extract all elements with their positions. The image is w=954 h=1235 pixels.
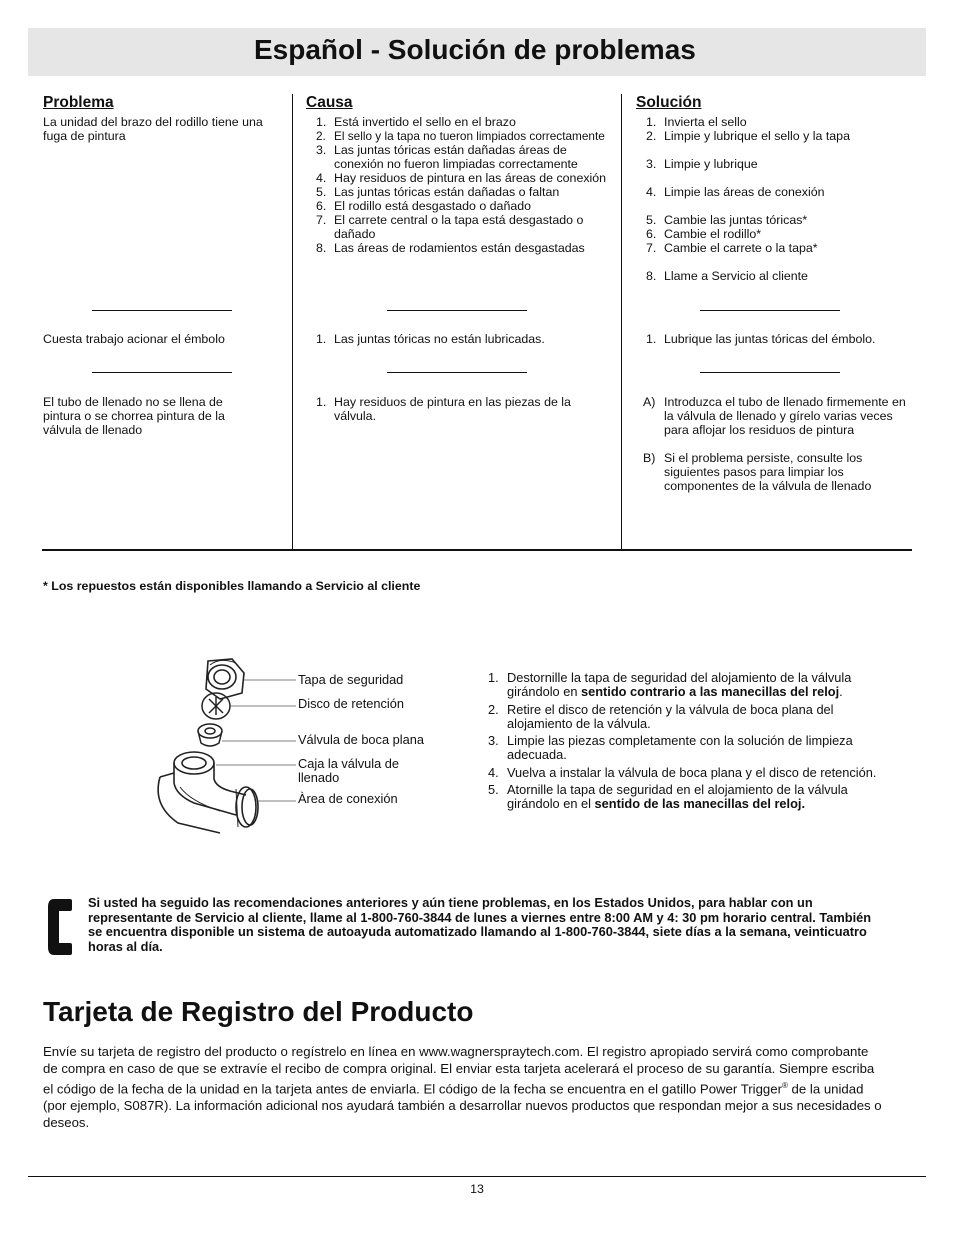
item-number: 1. xyxy=(646,332,657,346)
list-item xyxy=(636,213,921,227)
problem-column xyxy=(43,94,288,115)
registration-body xyxy=(43,1043,883,1131)
item-text: Hay residuos de pintura en las piezas de la válvula. xyxy=(334,395,571,423)
page-title: Español - Solución de problemas xyxy=(254,34,696,65)
solution-list xyxy=(636,395,916,493)
problem-text: Cuesta trabajo acionar el émbolo xyxy=(43,332,225,346)
step-text: Retire el disco de retención y la válvula de boca plana del alojamiento de la válvula. xyxy=(507,701,834,731)
problem-header: Problema xyxy=(43,94,114,111)
step-text: Destornille la tapa de seguridad del alojamiento de la válvula girándolo en xyxy=(507,670,852,699)
step-text: Vuelva a instalar la válvula de boca plana y el disco de retención. xyxy=(507,764,877,780)
step-emphasis: sentido contrario a las manecillas del reloj xyxy=(581,684,840,699)
list-item xyxy=(636,157,921,171)
cause-header: Causa xyxy=(306,94,353,111)
cleaning-steps xyxy=(488,671,888,815)
item-number: A) xyxy=(643,395,656,409)
item-text: Invierta el sello xyxy=(664,115,747,129)
header-bar xyxy=(28,28,926,76)
item-text: Cambie las juntas tóricas* xyxy=(664,213,808,227)
phone-icon xyxy=(46,897,74,957)
footer-rule xyxy=(28,1176,926,1177)
item-text: Las áreas de rodamientos están desgastadas xyxy=(334,241,585,255)
item-number: 1. xyxy=(316,332,327,346)
item-text: Si el problema persiste, consulte los siguientes pasos para limpiar los componentes de la válvula de llenado xyxy=(664,451,872,493)
item-number: 8. xyxy=(646,269,657,283)
item-number: 6. xyxy=(646,227,657,241)
cause-list xyxy=(306,115,616,255)
item-text: Está invertido el sello en el brazo xyxy=(334,115,516,129)
column-divider xyxy=(621,94,622,550)
list-item xyxy=(488,734,888,762)
list-item xyxy=(306,143,616,171)
item-number: 3. xyxy=(316,143,327,157)
retention-disc-label: Disco de retención xyxy=(298,696,404,711)
list-item xyxy=(488,703,888,731)
item-number: 1. xyxy=(316,395,327,409)
item-number: 7. xyxy=(646,241,657,255)
item-text: Las juntas tóricas están dañadas áreas de conexión no fueron limpiadas correctamente xyxy=(334,143,578,171)
parts-footnote: * Los repuestos están disponibles llamando a Servicio al cliente xyxy=(43,579,421,593)
item-number: B) xyxy=(643,451,656,465)
list-item xyxy=(636,395,916,437)
list-item xyxy=(306,171,616,185)
flat-valve-label: Válvula de boca plana xyxy=(298,732,424,747)
step-number: 1. xyxy=(488,670,499,685)
problem-text: El tubo de llenado no se llena de pintura o se chorrea pintura de la válvula de llenado xyxy=(43,395,225,437)
item-text: El rodillo está desgastado o dañado xyxy=(334,199,532,213)
page-number: 13 xyxy=(470,1182,484,1196)
registration-title: Tarjeta de Registro del Producto xyxy=(43,996,474,1027)
item-text: Limpie las áreas de conexión xyxy=(664,185,825,199)
step-number: 5. xyxy=(488,782,499,797)
item-text: Llame a Servicio al cliente xyxy=(664,269,808,283)
list-item xyxy=(636,241,921,255)
connection-area-label: Àrea de conexión xyxy=(298,791,398,806)
list-item xyxy=(306,129,616,143)
step-text: Atornille la tapa de seguridad en el alojamiento de la válvula girándolo en el xyxy=(507,782,848,811)
step-number: 3. xyxy=(488,733,499,748)
list-item xyxy=(488,671,888,699)
list-item xyxy=(488,766,888,780)
item-text: Cambie el rodillo* xyxy=(664,227,762,241)
customer-service-note: Si usted ha seguido las recomendaciones anteriores y aún tiene problemas, en los Estados Unidos, para hablar con un representante de Servicio al cliente, llame al 1-800-760-3844 de lunes a viernes entre 8:00 AM y 4: 30 pm horario central. También se encuentra disponible un sistema de autoayuda automatizado llamando al 1-800-760-3844, siete días a la semana, veinticuatro horas al día. xyxy=(88,895,872,954)
step-text: Limpie las piezas completamente con la solución de limpieza adecuada. xyxy=(507,733,853,762)
step-number: 2. xyxy=(488,701,499,717)
item-number: 6. xyxy=(316,199,327,213)
item-text: Introduzca el tubo de llenado firmemente en la válvula de llenado y gírelo varias veces para aflojar los residuos de pintura xyxy=(664,395,906,437)
registered-mark: ® xyxy=(781,1081,788,1090)
list-item xyxy=(636,129,921,143)
row-separator xyxy=(700,372,840,373)
list-item xyxy=(636,451,916,493)
valve-housing-icon xyxy=(158,752,258,833)
solution-list xyxy=(636,332,921,346)
valve-housing-label: Caja la válvula de llenado xyxy=(298,756,400,785)
row-separator xyxy=(92,310,232,311)
item-text: Limpie y lubrique xyxy=(664,157,758,171)
list-item xyxy=(306,332,616,346)
row-separator xyxy=(387,372,527,373)
solution-header: Solución xyxy=(636,94,702,111)
cause-column xyxy=(306,94,616,115)
item-number: 3. xyxy=(646,157,657,171)
list-item xyxy=(306,115,616,129)
list-item xyxy=(306,241,616,255)
list-item xyxy=(306,395,606,423)
row-separator xyxy=(387,310,527,311)
list-item xyxy=(306,213,616,241)
list-item xyxy=(636,115,921,129)
list-item xyxy=(636,185,921,199)
item-number: 4. xyxy=(646,185,657,199)
registration-text: Envíe su tarjeta de registro del producto o regístrelo en línea en www.wagnerspraytech.com. El registro apropiado servirá como comprobante de compra en caso de que se extravíe el recibo de compra original. El enviar esta tarjeta acelerará el proceso de su garantía. Siempre escriba el código de la fecha de la unidad en la tarjeta antes de enviarla. El código de la fecha se encuentra en el gatillo Power Trigger xyxy=(43,1044,875,1097)
item-number: 2. xyxy=(316,129,326,143)
item-number: 1. xyxy=(316,115,327,129)
item-text: El carrete central o la tapa está desgastado o dañado xyxy=(334,213,584,241)
list-item xyxy=(636,269,921,283)
step-number: 4. xyxy=(488,764,499,780)
item-number: 2. xyxy=(646,129,657,143)
flat-valve-icon xyxy=(198,724,222,746)
cause-list xyxy=(306,332,616,346)
item-text: Hay residuos de pintura en las áreas de conexión xyxy=(334,171,607,185)
problem-text: La unidad del brazo del rodillo tiene una fuga de pintura xyxy=(43,115,263,143)
list-item xyxy=(306,199,616,213)
table-bottom-rule xyxy=(42,549,912,551)
registration-text-end: de la unidad (por ejemplo, S087R). La información adicional nos ayudará también a desarrollar nuevos productos que respondan mejor a sus necesidades o deseos. xyxy=(43,1081,882,1131)
item-text: Lubrique las juntas tóricas del émbolo. xyxy=(664,332,876,346)
solution-list xyxy=(636,115,921,283)
item-text: Limpie y lubrique el sello y la tapa xyxy=(664,129,850,143)
step-emphasis: sentido de las manecillas del reloj. xyxy=(594,796,806,811)
item-number: 5. xyxy=(646,213,657,227)
item-text: Las juntas tóricas están dañadas o faltan xyxy=(334,185,560,199)
item-text: El sello y la tapa no tueron limpiados correctamente xyxy=(334,129,605,143)
cause-list xyxy=(306,395,606,423)
item-number: 7. xyxy=(316,213,327,227)
fill-valve-diagram xyxy=(150,655,450,835)
column-divider xyxy=(292,94,293,550)
item-text: Cambie el carrete o la tapa* xyxy=(664,241,818,255)
row-separator xyxy=(700,310,840,311)
solution-column xyxy=(636,94,916,115)
item-text: Las juntas tóricas no están lubricadas. xyxy=(334,332,545,346)
list-item xyxy=(306,185,616,199)
step-text-end: . xyxy=(839,684,843,699)
item-number: 8. xyxy=(316,241,327,255)
row-separator xyxy=(92,372,232,373)
item-number: 4. xyxy=(316,171,327,185)
item-number: 1. xyxy=(646,115,657,129)
safety-cap-label: Tapa de seguridad xyxy=(298,672,404,687)
item-number: 5. xyxy=(316,185,327,199)
list-item xyxy=(488,783,888,811)
list-item xyxy=(636,332,921,346)
list-item xyxy=(636,227,921,241)
